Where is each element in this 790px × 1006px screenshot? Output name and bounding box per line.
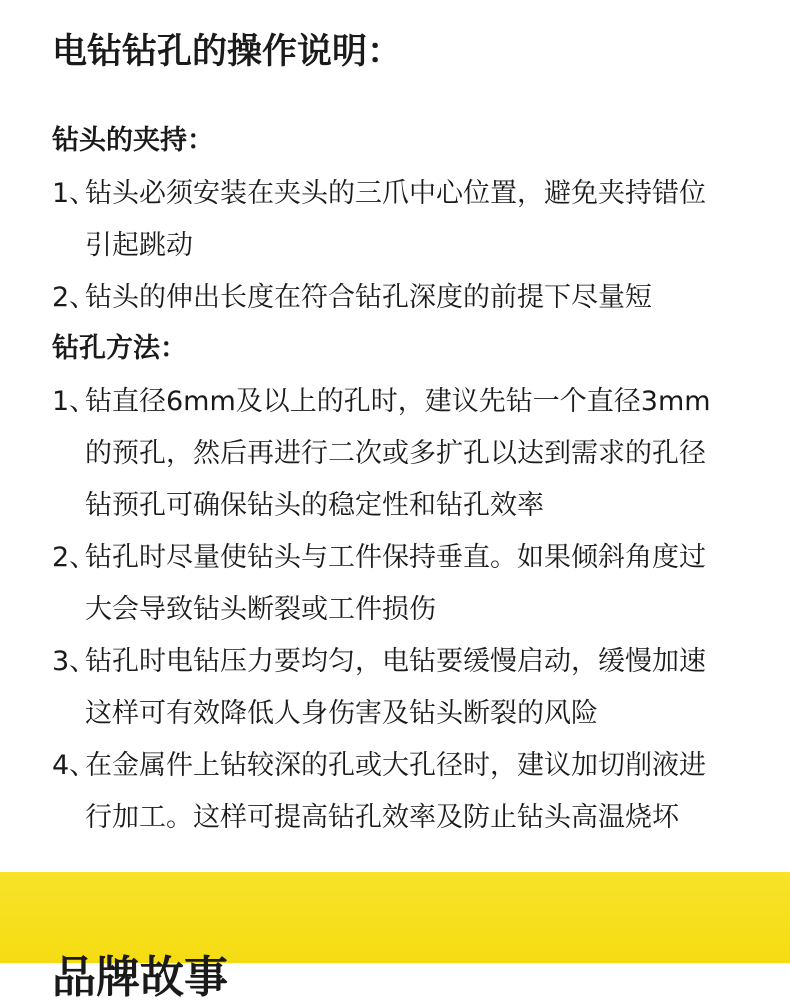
list-item-line (52, 740, 772, 792)
list-item (52, 740, 772, 844)
list-item-line (52, 376, 772, 428)
list-item (52, 636, 772, 740)
list-item (52, 532, 772, 636)
list-item-line: 引起跳动 (85, 230, 193, 261)
list-item-line (52, 532, 772, 584)
list-item-number: 4、 (52, 750, 97, 781)
list-item-number: 2、 (52, 542, 97, 573)
section-heading-bit-clamping: 钻头的夹持： (52, 125, 214, 156)
list-item-line: 行加工。这样可提高钻孔效率及防止钻头高温烧坏 (85, 802, 679, 833)
list-item-text: 在金属件上钻较深的孔或大孔径时，建议加切削液进 (85, 750, 706, 781)
list-item-text: 钻头的伸出长度在符合钻孔深度的前提下尽量短 (85, 282, 652, 313)
list-item-number: 1、 (52, 386, 97, 417)
list-item-number: 1、 (52, 178, 97, 209)
list-item (52, 376, 772, 532)
list-item-line (52, 636, 772, 688)
section-heading-drilling-method: 钻孔方法： (52, 333, 187, 364)
list-item-text: 钻孔时电钻压力要均匀，电钻要缓慢启动，缓慢加速 (85, 646, 706, 677)
list-item-number: 2、 (52, 282, 97, 313)
list-item-line: 大会导致钻头断裂或工件损伤 (85, 594, 436, 625)
list-item-number: 3、 (52, 646, 97, 677)
list-item-line: 这样可有效降低人身伤害及钻头断裂的风险 (85, 698, 598, 729)
list-item (52, 168, 772, 272)
list-item (52, 272, 772, 324)
list-item-text: 钻头必须安装在夹头的三爪中心位置，避免夹持错位 (85, 178, 706, 209)
page-title: 电钻钻孔的操作说明： (52, 32, 403, 72)
list-item-line (52, 168, 772, 220)
list-item-text: 钻孔时尽量使钻头与工件保持垂直。如果倾斜角度过 (85, 542, 706, 573)
brand-story-banner (0, 872, 790, 1003)
list-item-line: 的预孔，然后再进行二次或多扩孔以达到需求的孔径 (85, 438, 706, 469)
brand-story-title: 品牌故事 (52, 952, 228, 1003)
list-item-text: 钻直径6mm及以上的孔时，建议先钻一个直径3mm (85, 386, 711, 417)
list-item-line: 钻预孔可确保钻头的稳定性和钻孔效率 (85, 490, 544, 521)
list-item-line (52, 272, 772, 324)
